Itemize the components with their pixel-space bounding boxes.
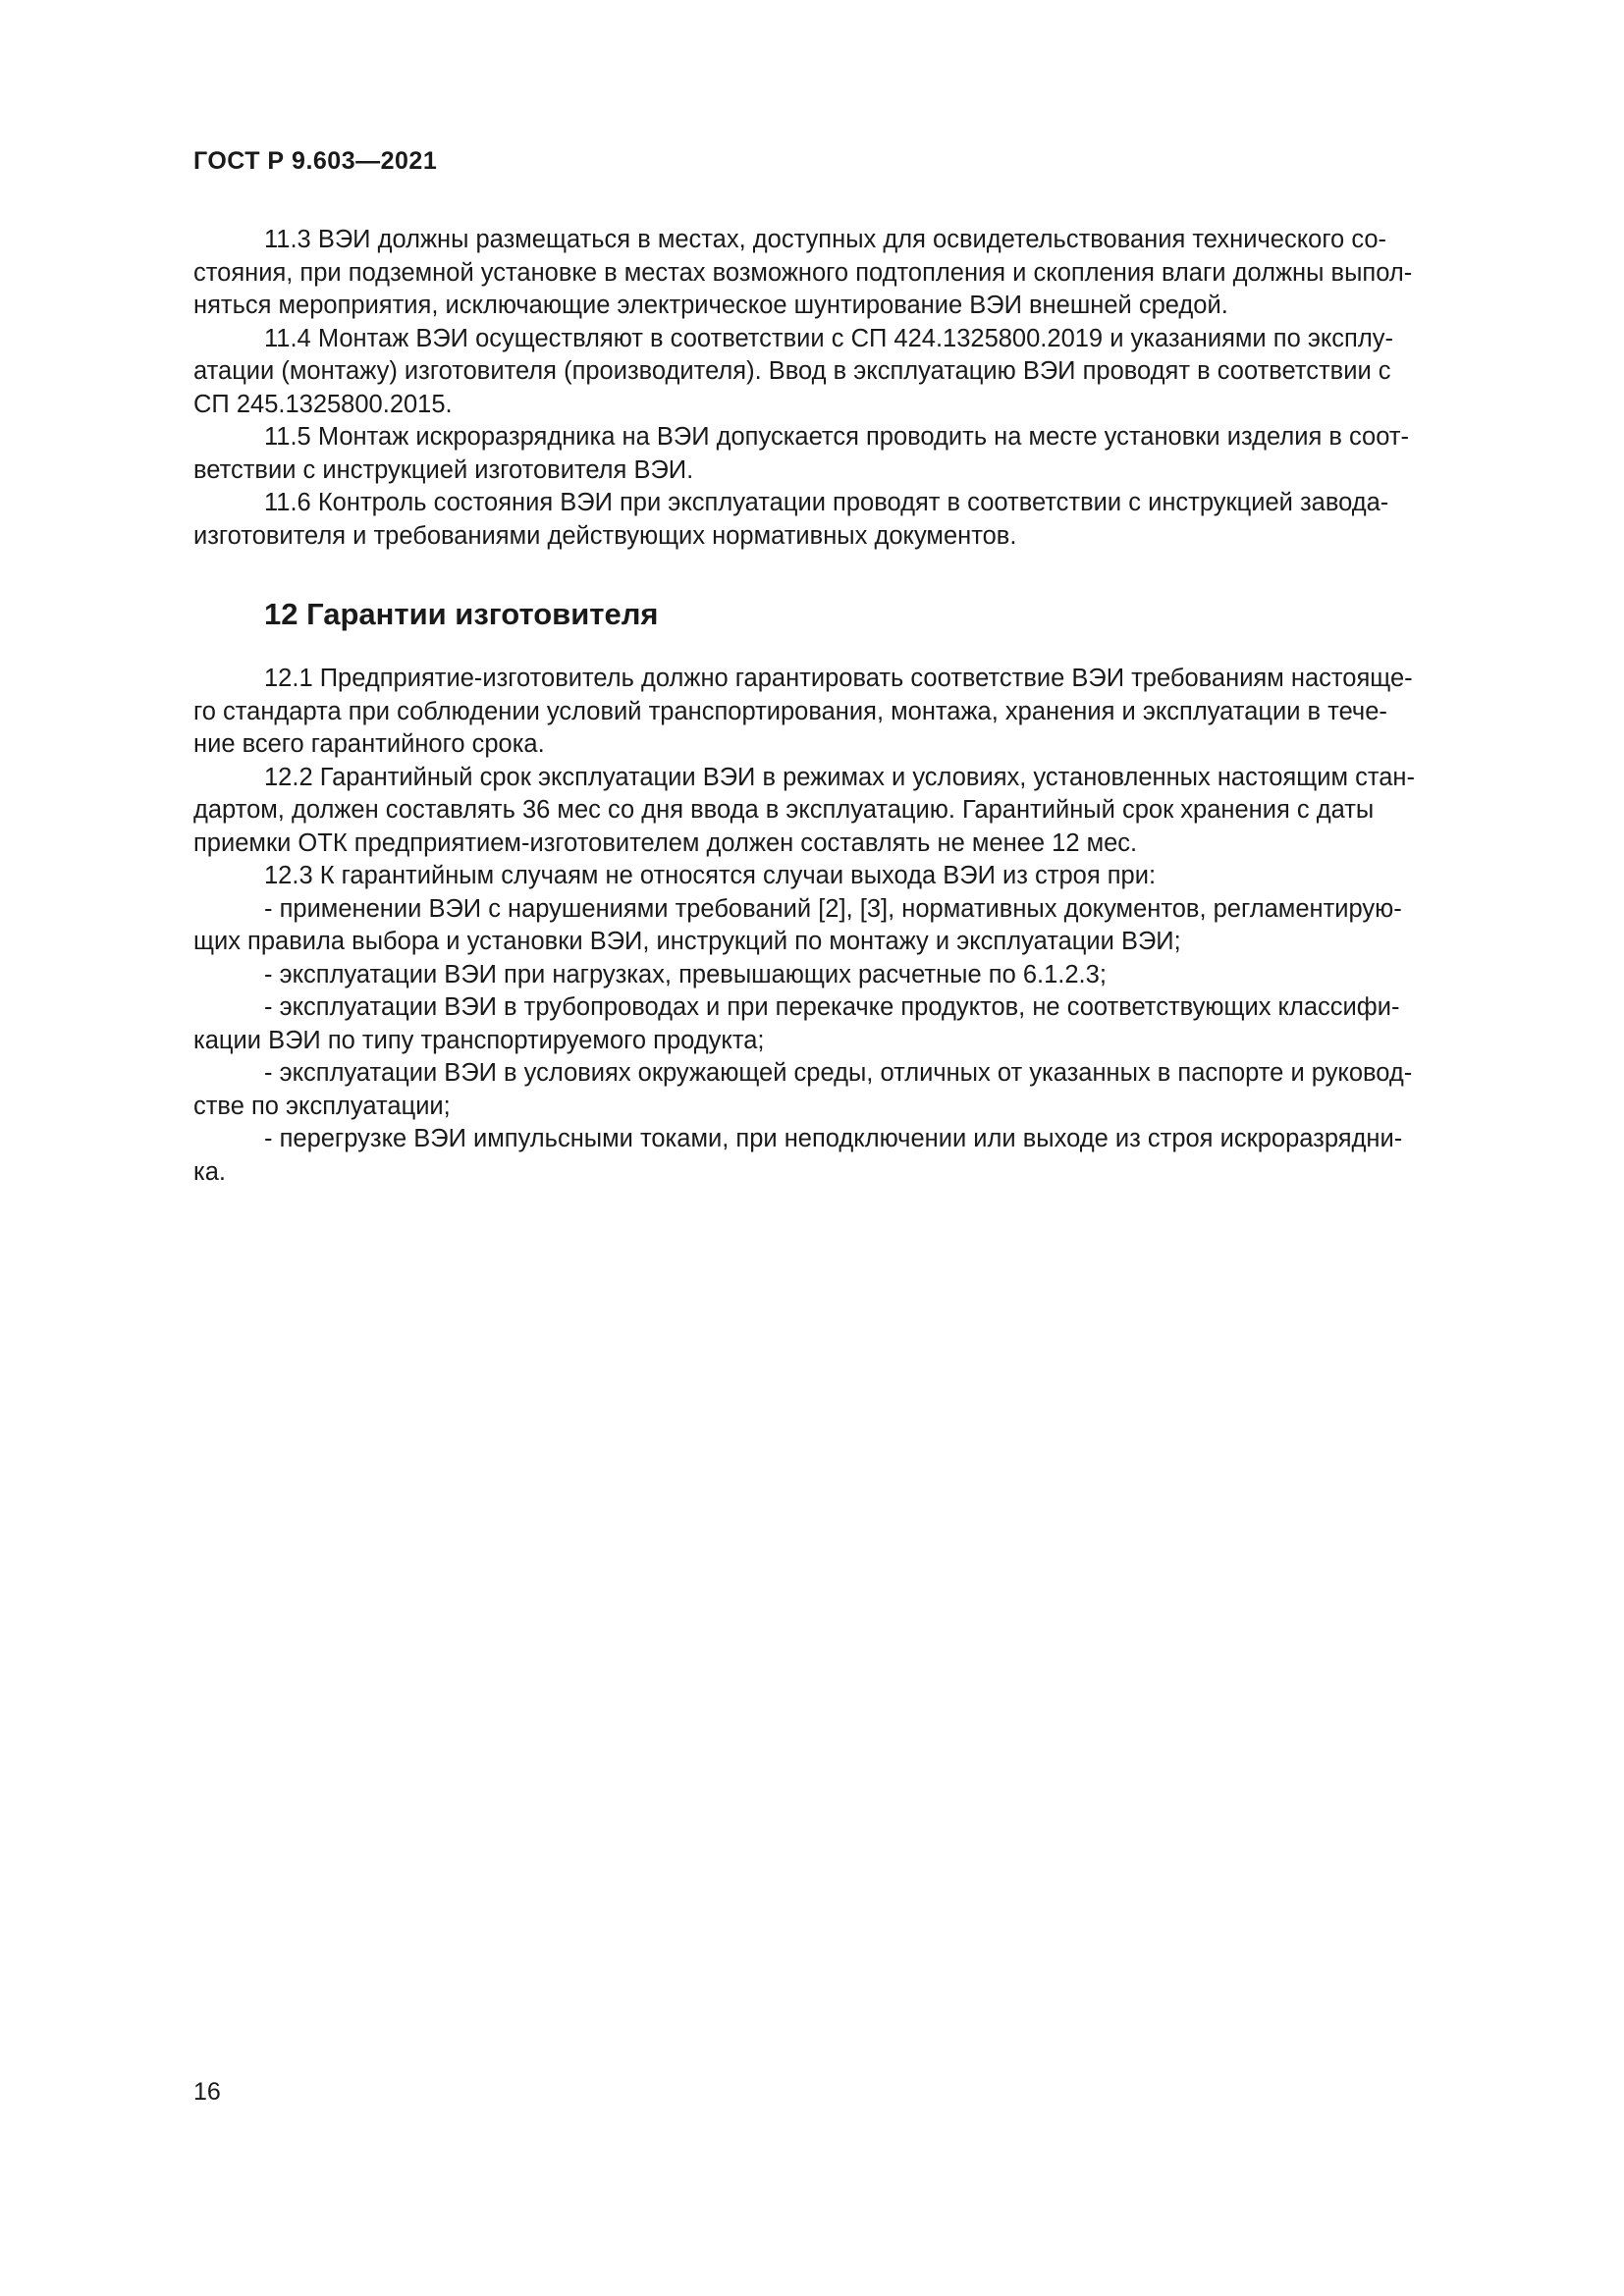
paragraph-11-6: 11.6 Контроль состояния ВЭИ при эксплуатации проводят в соответствии с инструкцией завода- изготовителя и требованиями действующих нормативных документов. — [193, 489, 1389, 550]
paragraph-12-3: 12.3 К гарантийным случаям не относятся случаи выхода ВЭИ из строя при: — [264, 862, 1157, 889]
list-item-12-3-3: - эксплуатации ВЭИ в трубопроводах и при перекачке продуктов, не соответствующих классифи- кации ВЭИ по типу транспортируемого продукта; — [193, 993, 1400, 1054]
list-item-12-3-2: - эксплуатации ВЭИ при нагрузках, превышающих расчетные по 6.1.2.3; — [264, 960, 1107, 988]
document-body — [193, 224, 1512, 1189]
paragraph-11-4: 11.4 Монтаж ВЭИ осуществляют в соответствии с СП 424.1325800.2019 и указаниями по эксплу- атации (монтажу) изготовителя (производителя). Ввод в эксплуатацию ВЭИ проводят в соответствии с СП 245.1325800.2015. — [193, 324, 1393, 418]
paragraph-11-5: 11.5 Монтаж искроразрядника на ВЭИ допускается проводить на месте установки изделия в соот- ветствии с инструкцией изготовителя ВЭИ. — [193, 423, 1409, 484]
list-item-12-3-5: - перегрузке ВЭИ импульсными токами, при неподключении или выходе из строя искроразрядни- ка. — [193, 1125, 1403, 1186]
paragraph-12-2: 12.2 Гарантийный срок эксплуатации ВЭИ в режимах и условиях, установленных настоящим стан- дартом, должен составлять 36 мес со дня ввода в эксплуатацию. Гарантийный срок хранения с даты приемки ОТК предприятием-изготовителем должен составлять не менее 12 мес. — [193, 763, 1415, 857]
section-12-heading: 12 Гарантии изготовителя — [264, 597, 659, 631]
page-number: 16 — [193, 2078, 221, 2106]
list-item-12-3-1: - применении ВЭИ с нарушениями требований [2], [3], нормативных документов, регламентирую- щих правила выбора и установки ВЭИ, инструкций по монтажу и эксплуатации ВЭИ; — [193, 894, 1402, 955]
page-header-doc-id: ГОСТ Р 9.603—2021 — [193, 147, 438, 175]
list-item-12-3-4: - эксплуатации ВЭИ в условиях окружающей среды, отличных от указанных в паспорте и руковод- стве по эксплуатации; — [193, 1059, 1413, 1120]
paragraph-11-3: 11.3 ВЭИ должны размещаться в местах, доступных для освидетельствования технического со- стояния, при подземной установке в местах возможного подтопления и скопления влаги должны выпол- няться мероприятия, исключающие электрическое шунтирование ВЭИ внешней средой. — [193, 226, 1413, 319]
paragraph-12-1: 12.1 Предприятие-изготовитель должно гарантировать соответствие ВЭИ требованиям настояще- го стандарта при соблюдении условий транспортирования, монтажа, хранения и эксплуатации в тече- ние всего гарантийного срока. — [193, 665, 1413, 758]
